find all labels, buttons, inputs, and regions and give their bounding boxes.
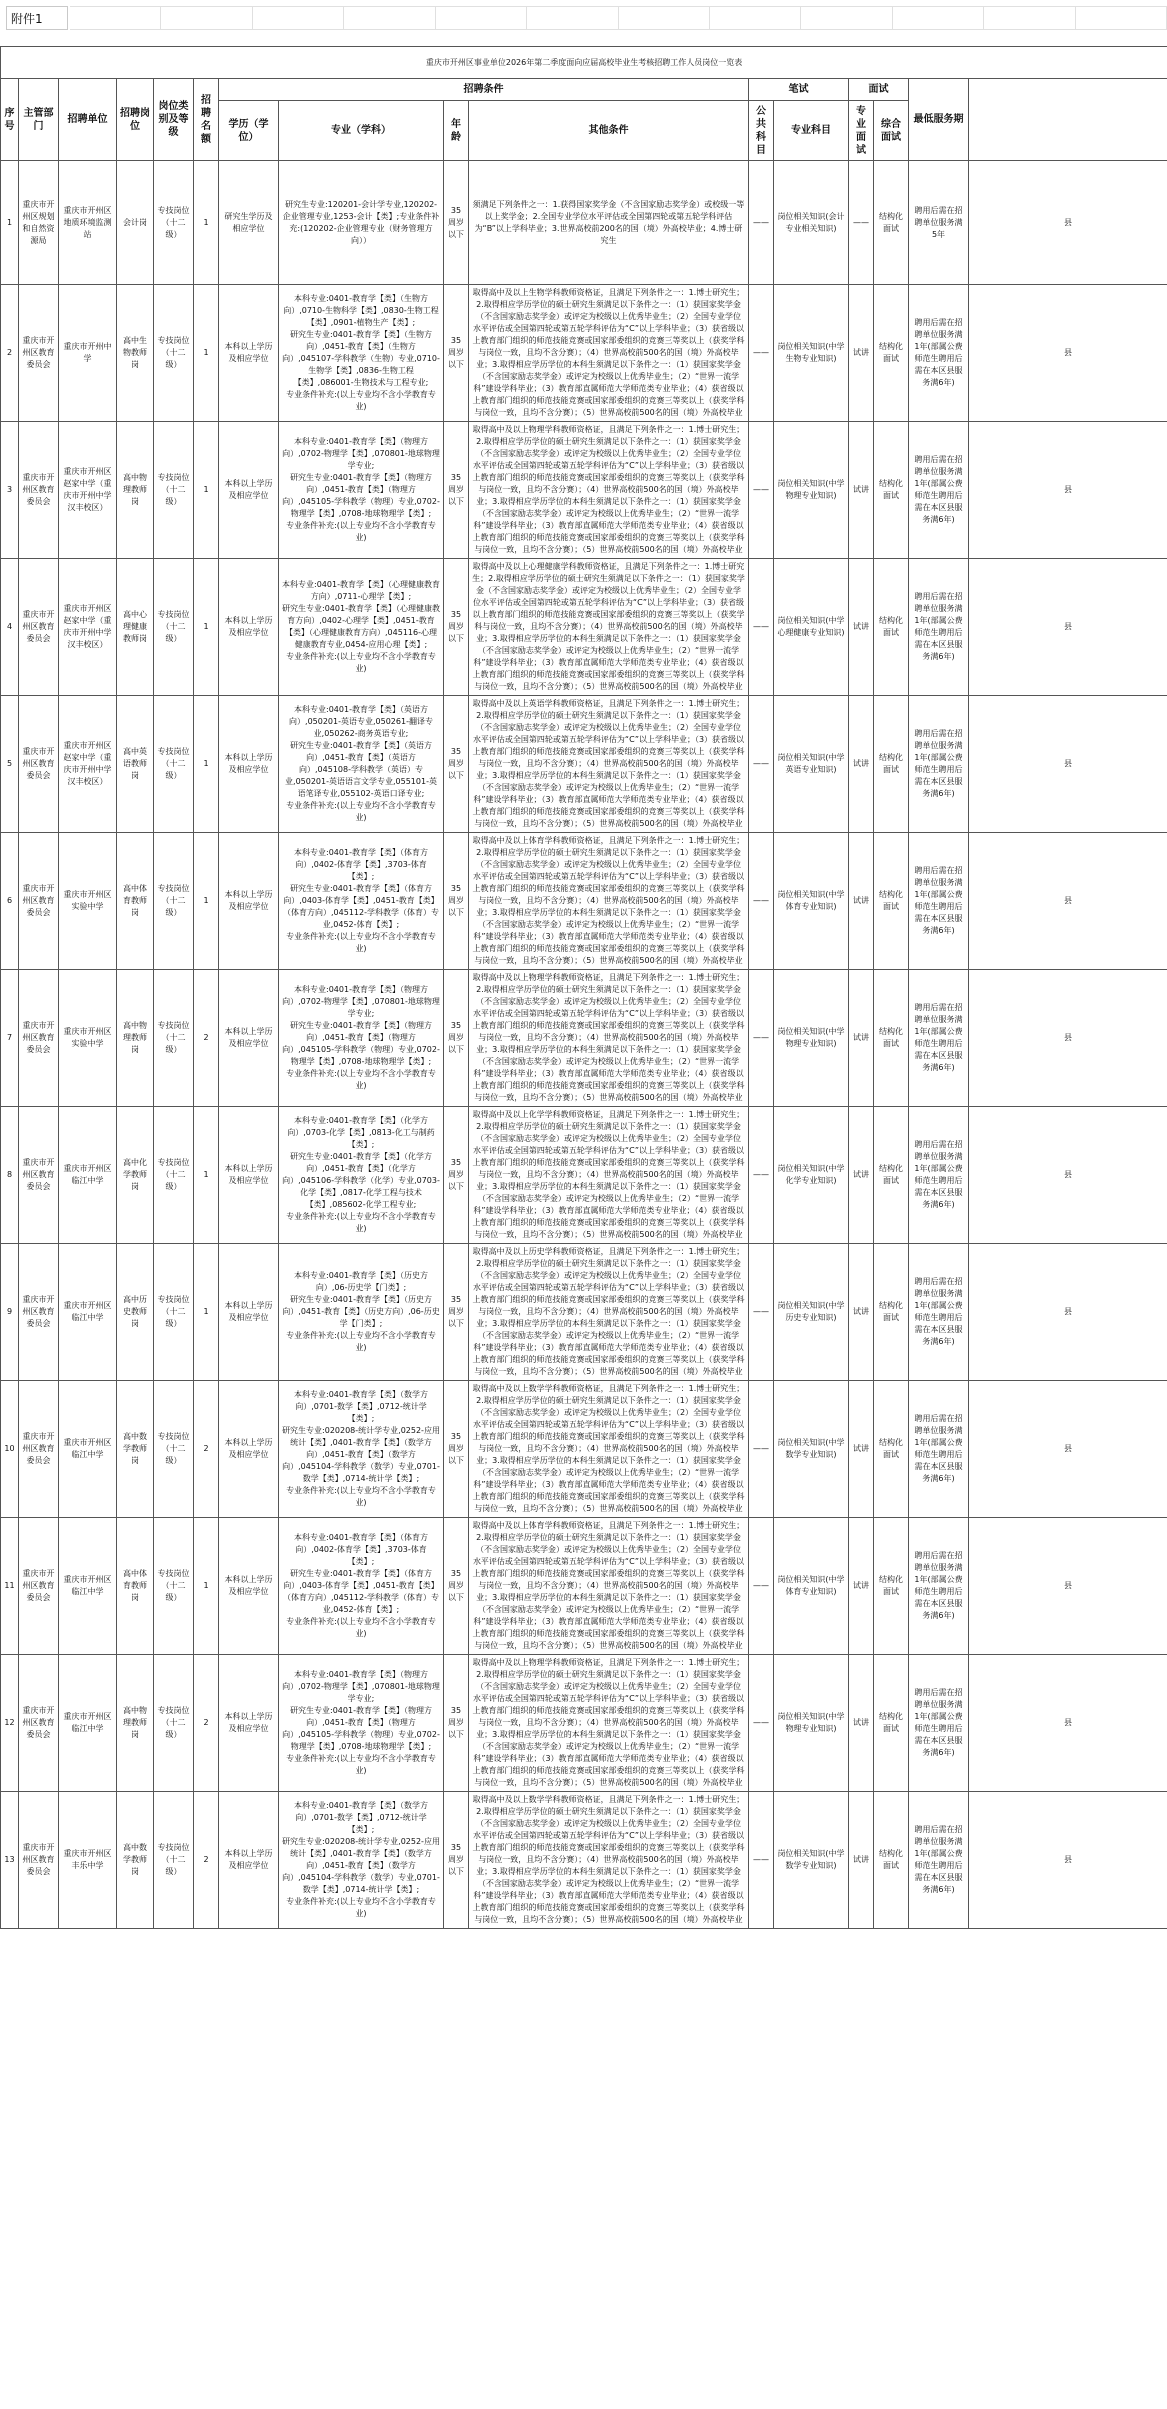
header-professional-subject: 专业科目 (774, 101, 849, 161)
header-unit: 招聘单位 (59, 79, 117, 161)
cell-age: 35周岁以下 (444, 559, 469, 696)
cell-comprehensive-interview: 结构化面试 (874, 285, 909, 422)
cell-public-subject: —— (749, 696, 774, 833)
cell-unit: 重庆市开州区实验中学 (59, 970, 117, 1107)
cell-degree: 本科以上学历及相应学位 (219, 970, 279, 1107)
cell-comprehensive-interview: 结构化面试 (874, 161, 909, 285)
cell-trailing: 县 (969, 1518, 1167, 1655)
cell-post: 高中物理教师岗 (117, 1655, 154, 1792)
table-row (1, 285, 1167, 422)
recruitment-table (0, 46, 1167, 1929)
cell-trailing: 县 (969, 1244, 1167, 1381)
cell-seq: 12 (1, 1655, 19, 1792)
cell-seq: 1 (1, 161, 19, 285)
cell-dept: 重庆市开州区教育委员会 (19, 1107, 59, 1244)
cell-dept: 重庆市开州区规划和自然资源局 (19, 161, 59, 285)
table-title: 重庆市开州区事业单位2026年第二季度面向应届高校毕业生考核招聘工作人员岗位一览表 (1, 47, 1167, 79)
cell-seq: 3 (1, 422, 19, 559)
cell-public-subject: —— (749, 1518, 774, 1655)
cell-quota: 1 (194, 559, 219, 696)
cell-seq: 2 (1, 285, 19, 422)
cell-degree: 本科以上学历及相应学位 (219, 696, 279, 833)
cell-comprehensive-interview: 结构化面试 (874, 696, 909, 833)
header-major: 专业（学科） (279, 101, 444, 161)
cell-seq: 9 (1, 1244, 19, 1381)
empty-top-cells (70, 6, 1167, 30)
cell-major: 本科专业:0401-教育学【类】（数学方向）,0701-数学【类】,0712-统计学【类】; 研究生专业:020208-统计学专业,0252-应用统计【类】,0401-教育学【类】（数学方向）,0451-教育【类】（数学方向）,045104-学科教学（数学）专业,0701-数学【类】,0714-统计学【类】; 专业条件补充:(以上专业均不含小学教育专业) (279, 1792, 444, 1929)
cell-post: 高中心理健康教师岗 (117, 559, 154, 696)
cell-other-conditions: 取得高中及以上物理学科教师资格证，且满足下列条件之一：1.博士研究生；2.取得相应学历学位的硕士研究生须满足以下条件之一：（1）获国家奖学金（不含国家励志奖学金）或评定为校级以上优秀毕业生；（2）全国专业学位水平评估或全国第四轮或第五轮学科评估为“C”以上学科毕业；（3）获省级以上教育部门组织的师范技能竞赛或国家部委组织的竞赛三等奖以上（获奖学科与岗位一致，且均不含分赛）；（4）世界高校前500名的国（境）外高校毕业；3.取得相应学历学位的本科生须满足以下条件之一：（1）获国家奖学金（不含国家励志奖学金）或评定为校级以上优秀毕业生；（2）“世界一流学科”建设学科毕业；（3）教育部直属师范大学师范类专业毕业；（4）获省级以上教育部门组织的师范技能竞赛或国家部委组织的竞赛三等奖以上（获奖学科与岗位一致，且均不含分赛）；（5）世界高校前500名的国（境）外高校毕业 (469, 970, 749, 1107)
cell-category: 专技岗位（十二级） (154, 559, 194, 696)
cell-professional-interview: 试讲 (849, 1518, 874, 1655)
table-row (1, 1381, 1167, 1518)
cell-min-service: 聘用后需在招聘单位服务满1年(部属公费师范生聘用后需在本区县服务满6年) (909, 1518, 969, 1655)
cell-other-conditions: 取得高中及以上英语学科教师资格证，且满足下列条件之一：1.博士研究生；2.取得相应学历学位的硕士研究生须满足以下条件之一：（1）获国家奖学金（不含国家励志奖学金）或评定为校级以上优秀毕业生；（2）全国专业学位水平评估或全国第四轮或第五轮学科评估为“C”以上学科毕业；（3）获省级以上教育部门组织的师范技能竞赛或国家部委组织的竞赛三等奖以上（获奖学科与岗位一致，且均不含分赛）；（4）世界高校前500名的国（境）外高校毕业；3.取得相应学历学位的本科生须满足以下条件之一：（1）获国家奖学金（不含国家励志奖学金）或评定为校级以上优秀毕业生；（2）“世界一流学科”建设学科毕业；（3）教育部直属师范大学师范类专业毕业；（4）获省级以上教育部门组织的师范技能竞赛或国家部委组织的竞赛三等奖以上（获奖学科与岗位一致，且均不含分赛）；（5）世界高校前500名的国（境）外高校毕业 (469, 696, 749, 833)
cell-professional-subject: 岗位相关知识(中学化学专业知识) (774, 1107, 849, 1244)
cell-age: 35周岁以下 (444, 161, 469, 285)
cell-age: 35周岁以下 (444, 833, 469, 970)
header-professional-interview: 专业面试 (849, 101, 874, 161)
cell-trailing: 县 (969, 833, 1167, 970)
cell-seq: 10 (1, 1381, 19, 1518)
cell-dept: 重庆市开州区教育委员会 (19, 1244, 59, 1381)
cell-category: 专技岗位（十二级） (154, 1107, 194, 1244)
cell-degree: 本科以上学历及相应学位 (219, 285, 279, 422)
table-row (1, 1107, 1167, 1244)
cell-dept: 重庆市开州区教育委员会 (19, 559, 59, 696)
cell-unit: 重庆市开州区地质环境监测站 (59, 161, 117, 285)
header-min-service: 最低服务期 (909, 79, 969, 161)
cell-age: 35周岁以下 (444, 1107, 469, 1244)
cell-dept: 重庆市开州区教育委员会 (19, 696, 59, 833)
cell-age: 35周岁以下 (444, 970, 469, 1107)
cell-trailing: 县 (969, 161, 1167, 285)
cell-seq: 8 (1, 1107, 19, 1244)
cell-comprehensive-interview: 结构化面试 (874, 833, 909, 970)
header-trailing (969, 79, 1167, 161)
header-post: 招聘岗位 (117, 79, 154, 161)
cell-other-conditions: 取得高中及以上体育学科教师资格证，且满足下列条件之一：1.博士研究生；2.取得相应学历学位的硕士研究生须满足以下条件之一：（1）获国家奖学金（不含国家励志奖学金）或评定为校级以上优秀毕业生；（2）全国专业学位水平评估或全国第四轮或第五轮学科评估为“C”以上学科毕业；（3）获省级以上教育部门组织的师范技能竞赛或国家部委组织的竞赛三等奖以上（获奖学科与岗位一致，且均不含分赛）；（4）世界高校前500名的国（境）外高校毕业；3.取得相应学历学位的本科生须满足以下条件之一：（1）获国家奖学金（不含国家励志奖学金）或评定为校级以上优秀毕业生；（2）“世界一流学科”建设学科毕业；（3）教育部直属师范大学师范类专业毕业；（4）获省级以上教育部门组织的师范技能竞赛或国家部委组织的竞赛三等奖以上（获奖学科与岗位一致，且均不含分赛）；（5）世界高校前500名的国（境）外高校毕业 (469, 1518, 749, 1655)
cell-dept: 重庆市开州区教育委员会 (19, 285, 59, 422)
cell-unit: 重庆市开州区赵家中学（重庆市开州中学汉丰校区） (59, 422, 117, 559)
cell-category: 专技岗位（十二级） (154, 285, 194, 422)
cell-comprehensive-interview: 结构化面试 (874, 1244, 909, 1381)
cell-category: 专技岗位（十二级） (154, 161, 194, 285)
table-row (1, 696, 1167, 833)
cell-dept: 重庆市开州区教育委员会 (19, 422, 59, 559)
cell-min-service: 聘用后需在招聘单位服务满1年(部属公费师范生聘用后需在本区县服务满6年) (909, 1792, 969, 1929)
cell-unit: 重庆市开州区临江中学 (59, 1244, 117, 1381)
cell-dept: 重庆市开州区教育委员会 (19, 833, 59, 970)
cell-public-subject: —— (749, 833, 774, 970)
cell-professional-interview: 试讲 (849, 1107, 874, 1244)
cell-trailing: 县 (969, 422, 1167, 559)
attachment-label: 附件1 (6, 6, 68, 30)
cell-public-subject: —— (749, 161, 774, 285)
cell-min-service: 聘用后需在招聘单位服务满1年(部属公费师范生聘用后需在本区县服务满6年) (909, 1244, 969, 1381)
cell-other-conditions: 取得高中及以上心理健康学科教师资格证，且满足下列条件之一：1.博士研究生；2.取得相应学历学位的硕士研究生须满足以下条件之一：（1）获国家奖学金（不含国家励志奖学金）或评定为校级以上优秀毕业生；（2）全国专业学位水平评估或全国第四轮或第五轮学科评估为“C”以上学科毕业；（3）获省级以上教育部门组织的师范技能竞赛或国家部委组织的竞赛三等奖以上（获奖学科与岗位一致，且均不含分赛）；（4）世界高校前500名的国（境）外高校毕业；3.取得相应学历学位的本科生须满足以下条件之一：（1）获国家奖学金（不含国家励志奖学金）或评定为校级以上优秀毕业生；（2）“世界一流学科”建设学科毕业；（3）教育部直属师范大学师范类专业毕业；（4）获省级以上教育部门组织的师范技能竞赛或国家部委组织的竞赛三等奖以上（获奖学科与岗位一致，且均不含分赛）；（5）世界高校前500名的国（境）外高校毕业 (469, 559, 749, 696)
cell-professional-subject: 岗位相关知识(中学物理专业知识) (774, 422, 849, 559)
cell-quota: 1 (194, 161, 219, 285)
table-body (1, 161, 1167, 1929)
cell-quota: 1 (194, 1518, 219, 1655)
cell-professional-interview: 试讲 (849, 1244, 874, 1381)
cell-professional-interview: 试讲 (849, 285, 874, 422)
cell-other-conditions: 取得高中及以上化学学科教师资格证，且满足下列条件之一：1.博士研究生；2.取得相应学历学位的硕士研究生须满足以下条件之一：（1）获国家奖学金（不含国家励志奖学金）或评定为校级以上优秀毕业生；（2）全国专业学位水平评估或全国第四轮或第五轮学科评估为“C”以上学科毕业；（3）获省级以上教育部门组织的师范技能竞赛或国家部委组织的竞赛三等奖以上（获奖学科与岗位一致，且均不含分赛）；（4）世界高校前500名的国（境）外高校毕业；3.取得相应学历学位的本科生须满足以下条件之一：（1）获国家奖学金（不含国家励志奖学金）或评定为校级以上优秀毕业生；（2）“世界一流学科”建设学科毕业；（3）教育部直属师范大学师范类专业毕业；（4）获省级以上教育部门组织的师范技能竞赛或国家部委组织的竞赛三等奖以上（获奖学科与岗位一致，且均不含分赛）；（5）世界高校前500名的国（境）外高校毕业 (469, 1107, 749, 1244)
table-row (1, 1655, 1167, 1792)
cell-age: 35周岁以下 (444, 696, 469, 833)
cell-public-subject: —— (749, 1381, 774, 1518)
cell-seq: 13 (1, 1792, 19, 1929)
cell-min-service: 聘用后需在招聘单位服务满1年(部属公费师范生聘用后需在本区县服务满6年) (909, 1655, 969, 1792)
cell-min-service: 聘用后需在招聘单位服务满1年(部属公费师范生聘用后需在本区县服务满6年) (909, 696, 969, 833)
cell-unit: 重庆市开州区实验中学 (59, 833, 117, 970)
cell-other-conditions: 须满足下列条件之一：1.获得国家奖学金（不含国家励志奖学金）或校级一等以上奖学金；2.全国专业学位水平评估或全国第四轮或第五轮学科评估为“B”以上学科毕业；3.世界高校前200名的国（境）外高校毕业；4.博士研究生 (469, 161, 749, 285)
cell-comprehensive-interview: 结构化面试 (874, 1792, 909, 1929)
cell-category: 专技岗位（十二级） (154, 970, 194, 1107)
header-dept: 主管部门 (19, 79, 59, 161)
cell-trailing: 县 (969, 696, 1167, 833)
cell-unit: 重庆市开州区临江中学 (59, 1655, 117, 1792)
cell-professional-interview: 试讲 (849, 559, 874, 696)
header-degree: 学历（学位） (219, 101, 279, 161)
cell-major: 本科专业:0401-教育学【类】（心理健康教育方向）,0711-心理学【类】; 研究生专业:0401-教育学【类】（心理健康教育方向）,0402-心理学【类】,0451-教育【类】（心理健康教育方向）,045116-心理健康教育专业,0454-应用心理【类】; 专业条件补充:(以上专业均不含小学教育专业) (279, 559, 444, 696)
cell-degree: 本科以上学历及相应学位 (219, 1792, 279, 1929)
cell-professional-subject: 岗位相关知识(中学物理专业知识) (774, 1655, 849, 1792)
cell-min-service: 聘用后需在招聘单位服务满5年 (909, 161, 969, 285)
cell-degree: 本科以上学历及相应学位 (219, 1518, 279, 1655)
cell-trailing: 县 (969, 285, 1167, 422)
cell-post: 高中数学教师岗 (117, 1792, 154, 1929)
header-comprehensive-interview: 综合面试 (874, 101, 909, 161)
cell-professional-interview: 试讲 (849, 1381, 874, 1518)
table-row (1, 422, 1167, 559)
header-conditions-group: 招聘条件 (219, 79, 749, 101)
cell-professional-subject: 岗位相关知识(中学数学专业知识) (774, 1381, 849, 1518)
cell-post: 会计岗 (117, 161, 154, 285)
cell-age: 35周岁以下 (444, 1655, 469, 1792)
cell-trailing: 县 (969, 1792, 1167, 1929)
cell-post: 高中生物教师岗 (117, 285, 154, 422)
cell-other-conditions: 取得高中及以上数学学科教师资格证，且满足下列条件之一：1.博士研究生；2.取得相应学历学位的硕士研究生须满足以下条件之一：（1）获国家奖学金（不含国家励志奖学金）或评定为校级以上优秀毕业生；（2）全国专业学位水平评估或全国第四轮或第五轮学科评估为“C”以上学科毕业；（3）获省级以上教育部门组织的师范技能竞赛或国家部委组织的竞赛三等奖以上（获奖学科与岗位一致，且均不含分赛）；（4）世界高校前500名的国（境）外高校毕业；3.取得相应学历学位的本科生须满足以下条件之一：（1）获国家奖学金（不含国家励志奖学金）或评定为校级以上优秀毕业生；（2）“世界一流学科”建设学科毕业；（3）教育部直属师范大学师范类专业毕业；（4）获省级以上教育部门组织的师范技能竞赛或国家部委组织的竞赛三等奖以上（获奖学科与岗位一致，且均不含分赛）；（5）世界高校前500名的国（境）外高校毕业 (469, 1381, 749, 1518)
cell-public-subject: —— (749, 422, 774, 559)
cell-min-service: 聘用后需在招聘单位服务满1年(部属公费师范生聘用后需在本区县服务满6年) (909, 970, 969, 1107)
cell-major: 本科专业:0401-教育学【类】（历史方向）,06-历史学【门类】; 研究生专业:0401-教育学【类】（历史方向）,0451-教育【类】（历史方向）,06-历史学【门类】; 专业条件补充:(以上专业均不含小学教育专业) (279, 1244, 444, 1381)
cell-quota: 1 (194, 422, 219, 559)
cell-public-subject: —— (749, 559, 774, 696)
cell-category: 专技岗位（十二级） (154, 422, 194, 559)
cell-dept: 重庆市开州区教育委员会 (19, 1655, 59, 1792)
cell-min-service: 聘用后需在招聘单位服务满1年(部属公费师范生聘用后需在本区县服务满6年) (909, 422, 969, 559)
cell-degree: 本科以上学历及相应学位 (219, 1107, 279, 1244)
header-seq: 序号 (1, 79, 19, 161)
cell-quota: 1 (194, 1244, 219, 1381)
cell-public-subject: —— (749, 1107, 774, 1244)
header-other: 其他条件 (469, 101, 749, 161)
cell-other-conditions: 取得高中及以上物理学科教师资格证，且满足下列条件之一：1.博士研究生；2.取得相应学历学位的硕士研究生须满足以下条件之一：（1）获国家奖学金（不含国家励志奖学金）或评定为校级以上优秀毕业生；（2）全国专业学位水平评估或全国第四轮或第五轮学科评估为“C”以上学科毕业；（3）获省级以上教育部门组织的师范技能竞赛或国家部委组织的竞赛三等奖以上（获奖学科与岗位一致，且均不含分赛）；（4）世界高校前500名的国（境）外高校毕业；3.取得相应学历学位的本科生须满足以下条件之一：（1）获国家奖学金（不含国家励志奖学金）或评定为校级以上优秀毕业生；（2）“世界一流学科”建设学科毕业；（3）教育部直属师范大学师范类专业毕业；（4）获省级以上教育部门组织的师范技能竞赛或国家部委组织的竞赛三等奖以上（获奖学科与岗位一致，且均不含分赛）；（5）世界高校前500名的国（境）外高校毕业 (469, 422, 749, 559)
cell-public-subject: —— (749, 970, 774, 1107)
cell-comprehensive-interview: 结构化面试 (874, 559, 909, 696)
cell-major: 本科专业:0401-教育学【类】（物理方向）,0702-物理学【类】,070801-地球物理学专业; 研究生专业:0401-教育学【类】（物理方向）,0451-教育【类】（物理方向）,045105-学科教学（物理）专业,0702-物理学【类】,0708-地球物理学【类】; 专业条件补充:(以上专业均不含小学教育专业) (279, 1655, 444, 1792)
cell-post: 高中历史教师岗 (117, 1244, 154, 1381)
cell-quota: 1 (194, 833, 219, 970)
cell-quota: 1 (194, 1107, 219, 1244)
cell-quota: 2 (194, 1792, 219, 1929)
cell-min-service: 聘用后需在招聘单位服务满1年(部属公费师范生聘用后需在本区县服务满6年) (909, 833, 969, 970)
cell-category: 专技岗位（十二级） (154, 1518, 194, 1655)
cell-quota: 2 (194, 970, 219, 1107)
cell-age: 35周岁以下 (444, 1792, 469, 1929)
cell-category: 专技岗位（十二级） (154, 1381, 194, 1518)
cell-post: 高中化学教师岗 (117, 1107, 154, 1244)
table-row (1, 1244, 1167, 1381)
cell-professional-subject: 岗位相关知识(中学数学专业知识) (774, 1792, 849, 1929)
cell-seq: 5 (1, 696, 19, 833)
cell-dept: 重庆市开州区教育委员会 (19, 970, 59, 1107)
table-row (1, 970, 1167, 1107)
cell-age: 35周岁以下 (444, 422, 469, 559)
cell-professional-interview: 试讲 (849, 970, 874, 1107)
cell-age: 35周岁以下 (444, 1381, 469, 1518)
cell-major: 本科专业:0401-教育学【类】（生物方向）,0710-生物科学【类】,0830-生物工程【类】,0901-植物生产【类】; 研究生专业:0401-教育学【类】（生物方向）,0451-教育【类】（生物方向）,045107-学科教学（生物）专业,0710-生物学【类】,0836-生物工程【类】,086001-生物技术与工程专业; 专业条件补充:(以上专业均不含小学教育专业) (279, 285, 444, 422)
cell-major: 本科专业:0401-教育学【类】（化学方向）,0703-化学【类】,0813-化工与制药【类】; 研究生专业:0401-教育学【类】（化学方向）,0451-教育【类】（化学方向）,045106-学科教学（化学）专业,0703-化学【类】,0817-化学工程与技术【类】,085602-化学工程专业; 专业条件补充:(以上专业均不含小学教育专业) (279, 1107, 444, 1244)
cell-degree: 本科以上学历及相应学位 (219, 833, 279, 970)
cell-trailing: 县 (969, 559, 1167, 696)
cell-min-service: 聘用后需在招聘单位服务满1年(部属公费师范生聘用后需在本区县服务满6年) (909, 285, 969, 422)
cell-quota: 1 (194, 696, 219, 833)
cell-min-service: 聘用后需在招聘单位服务满1年(部属公费师范生聘用后需在本区县服务满6年) (909, 559, 969, 696)
cell-degree: 本科以上学历及相应学位 (219, 422, 279, 559)
cell-seq: 6 (1, 833, 19, 970)
cell-dept: 重庆市开州区教育委员会 (19, 1792, 59, 1929)
cell-trailing: 县 (969, 1107, 1167, 1244)
sheet-top-strip (0, 0, 1167, 47)
cell-professional-subject: 岗位相关知识(中学历史专业知识) (774, 1244, 849, 1381)
cell-unit: 重庆市开州区临江中学 (59, 1518, 117, 1655)
cell-major: 本科专业:0401-教育学【类】（体育方向）,0402-体育学【类】,3703-体育【类】; 研究生专业:0401-教育学【类】（体育方向）,0403-体育学【类】,0451-教育【类】（体育方向）,045112-学科教学（体育）专业,0452-体育【类】; 专业条件补充:(以上专业均不含小学教育专业) (279, 833, 444, 970)
cell-major: 本科专业:0401-教育学【类】（物理方向）,0702-物理学【类】,070801-地球物理学专业; 研究生专业:0401-教育学【类】（物理方向）,0451-教育【类】（物理方向）,045105-学科教学（物理）专业,0702-物理学【类】,0708-地球物理学【类】; 专业条件补充:(以上专业均不含小学教育专业) (279, 422, 444, 559)
cell-trailing: 县 (969, 1381, 1167, 1518)
cell-unit: 重庆市开州中学 (59, 285, 117, 422)
cell-quota: 2 (194, 1655, 219, 1792)
cell-category: 专技岗位（十二级） (154, 696, 194, 833)
cell-min-service: 聘用后需在招聘单位服务满1年(部属公费师范生聘用后需在本区县服务满6年) (909, 1107, 969, 1244)
cell-unit: 重庆市开州区临江中学 (59, 1381, 117, 1518)
cell-degree: 本科以上学历及相应学位 (219, 559, 279, 696)
cell-other-conditions: 取得高中及以上物理学科教师资格证，且满足下列条件之一：1.博士研究生；2.取得相应学历学位的硕士研究生须满足以下条件之一：（1）获国家奖学金（不含国家励志奖学金）或评定为校级以上优秀毕业生；（2）全国专业学位水平评估或全国第四轮或第五轮学科评估为“C”以上学科毕业；（3）获省级以上教育部门组织的师范技能竞赛或国家部委组织的竞赛三等奖以上（获奖学科与岗位一致，且均不含分赛）；（4）世界高校前500名的国（境）外高校毕业；3.取得相应学历学位的本科生须满足以下条件之一：（1）获国家奖学金（不含国家励志奖学金）或评定为校级以上优秀毕业生；（2）“世界一流学科”建设学科毕业；（3）教育部直属师范大学师范类专业毕业；（4）获省级以上教育部门组织的师范技能竞赛或国家部委组织的竞赛三等奖以上（获奖学科与岗位一致，且均不含分赛）；（5）世界高校前500名的国（境）外高校毕业 (469, 1655, 749, 1792)
cell-unit: 重庆市开州区丰乐中学 (59, 1792, 117, 1929)
cell-major: 本科专业:0401-教育学【类】（体育方向）,0402-体育学【类】,3703-体育【类】; 研究生专业:0401-教育学【类】（体育方向）,0403-体育学【类】,0451-教育【类】（体育方向）,045112-学科教学（体育）专业,0452-体育【类】; 专业条件补充:(以上专业均不含小学教育专业) (279, 1518, 444, 1655)
cell-public-subject: —— (749, 285, 774, 422)
cell-other-conditions: 取得高中及以上历史学科教师资格证，且满足下列条件之一：1.博士研究生；2.取得相应学历学位的硕士研究生须满足以下条件之一：（1）获国家奖学金（不含国家励志奖学金）或评定为校级以上优秀毕业生；（2）全国专业学位水平评估或全国第四轮或第五轮学科评估为“C”以上学科毕业；（3）获省级以上教育部门组织的师范技能竞赛或国家部委组织的竞赛三等奖以上（获奖学科与岗位一致，且均不含分赛）；（4）世界高校前500名的国（境）外高校毕业；3.取得相应学历学位的本科生须满足以下条件之一：（1）获国家奖学金（不含国家励志奖学金）或评定为校级以上优秀毕业生；（2）“世界一流学科”建设学科毕业；（3）教育部直属师范大学师范类专业毕业；（4）获省级以上教育部门组织的师范技能竞赛或国家部委组织的竞赛三等奖以上（获奖学科与岗位一致，且均不含分赛）；（5）世界高校前500名的国（境）外高校毕业 (469, 1244, 749, 1381)
cell-professional-subject: 岗位相关知识(中学体育专业知识) (774, 1518, 849, 1655)
cell-unit: 重庆市开州区赵家中学（重庆市开州中学汉丰校区） (59, 559, 117, 696)
cell-degree: 研究生学历及相应学位 (219, 161, 279, 285)
cell-category: 专技岗位（十二级） (154, 1792, 194, 1929)
header-public-subject: 公共科目 (749, 101, 774, 161)
cell-post: 高中体育教师岗 (117, 1518, 154, 1655)
cell-major: 本科专业:0401-教育学【类】（物理方向）,0702-物理学【类】,070801-地球物理学专业; 研究生专业:0401-教育学【类】（物理方向）,0451-教育【类】（物理方向）,045105-学科教学（物理）专业,0702-物理学【类】,0708-地球物理学【类】; 专业条件补充:(以上专业均不含小学教育专业) (279, 970, 444, 1107)
cell-public-subject: —— (749, 1655, 774, 1792)
table-row (1, 1518, 1167, 1655)
cell-professional-interview: 试讲 (849, 1792, 874, 1929)
cell-category: 专技岗位（十二级） (154, 1655, 194, 1792)
cell-professional-subject: 岗位相关知识(中学英语专业知识) (774, 696, 849, 833)
header-interview-group: 面试 (849, 79, 909, 101)
cell-post: 高中物理教师岗 (117, 970, 154, 1107)
cell-seq: 4 (1, 559, 19, 696)
cell-quota: 2 (194, 1381, 219, 1518)
cell-professional-subject: 岗位相关知识(会计专业相关知识) (774, 161, 849, 285)
cell-degree: 本科以上学历及相应学位 (219, 1655, 279, 1792)
cell-post: 高中物理教师岗 (117, 422, 154, 559)
cell-seq: 11 (1, 1518, 19, 1655)
cell-other-conditions: 取得高中及以上生物学科教师资格证，且满足下列条件之一：1.博士研究生；2.取得相应学历学位的硕士研究生须满足以下条件之一：（1）获国家奖学金（不含国家励志奖学金）或评定为校级以上优秀毕业生；（2）全国专业学位水平评估或全国第四轮或第五轮学科评估为“C”以上学科毕业；（3）获省级以上教育部门组织的师范技能竞赛或国家部委组织的竞赛三等奖以上（获奖学科与岗位一致，且均不含分赛）；（4）世界高校前500名的国（境）外高校毕业；3.取得相应学历学位的本科生须满足以下条件之一：（1）获国家奖学金（不含国家励志奖学金）或评定为校级以上优秀毕业生；（2）“世界一流学科”建设学科毕业；（3）教育部直属师范大学师范类专业毕业；（4）获省级以上教育部门组织的师范技能竞赛或国家部委组织的竞赛三等奖以上（获奖学科与岗位一致，且均不含分赛）；（5）世界高校前500名的国（境）外高校毕业 (469, 285, 749, 422)
cell-professional-subject: 岗位相关知识(中学物理专业知识) (774, 970, 849, 1107)
cell-professional-interview: —— (849, 161, 874, 285)
cell-professional-subject: 岗位相关知识(中学生物专业知识) (774, 285, 849, 422)
cell-comprehensive-interview: 结构化面试 (874, 1518, 909, 1655)
cell-unit: 重庆市开州区赵家中学（重庆市开州中学汉丰校区） (59, 696, 117, 833)
cell-comprehensive-interview: 结构化面试 (874, 422, 909, 559)
cell-age: 35周岁以下 (444, 285, 469, 422)
cell-degree: 本科以上学历及相应学位 (219, 1244, 279, 1381)
cell-post: 高中体育教师岗 (117, 833, 154, 970)
cell-age: 35周岁以下 (444, 1244, 469, 1381)
cell-major: 本科专业:0401-教育学【类】（数学方向）,0701-数学【类】,0712-统计学【类】; 研究生专业:020208-统计学专业,0252-应用统计【类】,0401-教育学【类】（数学方向）,0451-教育【类】（数学方向）,045104-学科教学（数学）专业,0701-数学【类】,0714-统计学【类】; 专业条件补充:(以上专业均不含小学教育专业) (279, 1381, 444, 1518)
header-category: 岗位类别及等级 (154, 79, 194, 161)
cell-other-conditions: 取得高中及以上体育学科教师资格证，且满足下列条件之一：1.博士研究生；2.取得相应学历学位的硕士研究生须满足以下条件之一：（1）获国家奖学金（不含国家励志奖学金）或评定为校级以上优秀毕业生；（2）全国专业学位水平评估或全国第四轮或第五轮学科评估为“C”以上学科毕业；（3）获省级以上教育部门组织的师范技能竞赛或国家部委组织的竞赛三等奖以上（获奖学科与岗位一致，且均不含分赛）；（4）世界高校前500名的国（境）外高校毕业；3.取得相应学历学位的本科生须满足以下条件之一：（1）获国家奖学金（不含国家励志奖学金）或评定为校级以上优秀毕业生；（2）“世界一流学科”建设学科毕业；（3）教育部直属师范大学师范类专业毕业；（4）获省级以上教育部门组织的师范技能竞赛或国家部委组织的竞赛三等奖以上（获奖学科与岗位一致，且均不含分赛）；（5）世界高校前500名的国（境）外高校毕业 (469, 833, 749, 970)
cell-seq: 7 (1, 970, 19, 1107)
header-quota: 招聘名额 (194, 79, 219, 161)
cell-comprehensive-interview: 结构化面试 (874, 1381, 909, 1518)
cell-dept: 重庆市开州区教育委员会 (19, 1381, 59, 1518)
cell-age: 35周岁以下 (444, 1518, 469, 1655)
header-written-group: 笔试 (749, 79, 849, 101)
cell-category: 专技岗位（十二级） (154, 833, 194, 970)
cell-degree: 本科以上学历及相应学位 (219, 1381, 279, 1518)
cell-other-conditions: 取得高中及以上数学学科教师资格证，且满足下列条件之一：1.博士研究生；2.取得相应学历学位的硕士研究生须满足以下条件之一：（1）获国家奖学金（不含国家励志奖学金）或评定为校级以上优秀毕业生；（2）全国专业学位水平评估或全国第四轮或第五轮学科评估为“C”以上学科毕业；（3）获省级以上教育部门组织的师范技能竞赛或国家部委组织的竞赛三等奖以上（获奖学科与岗位一致，且均不含分赛）；（4）世界高校前500名的国（境）外高校毕业；3.取得相应学历学位的本科生须满足以下条件之一：（1）获国家奖学金（不含国家励志奖学金）或评定为校级以上优秀毕业生；（2）“世界一流学科”建设学科毕业；（3）教育部直属师范大学师范类专业毕业；（4）获省级以上教育部门组织的师范技能竞赛或国家部委组织的竞赛三等奖以上（获奖学科与岗位一致，且均不含分赛）；（5）世界高校前500名的国（境）外高校毕业 (469, 1792, 749, 1929)
cell-professional-interview: 试讲 (849, 422, 874, 559)
cell-public-subject: —— (749, 1244, 774, 1381)
table-row (1, 161, 1167, 285)
cell-professional-interview: 试讲 (849, 833, 874, 970)
table-row (1, 1792, 1167, 1929)
cell-quota: 1 (194, 285, 219, 422)
cell-post: 高中英语教师岗 (117, 696, 154, 833)
cell-professional-subject: 岗位相关知识(中学心理健康专业知识) (774, 559, 849, 696)
cell-professional-subject: 岗位相关知识(中学体育专业知识) (774, 833, 849, 970)
cell-trailing: 县 (969, 1655, 1167, 1792)
table-row (1, 559, 1167, 696)
cell-public-subject: —— (749, 1792, 774, 1929)
cell-professional-interview: 试讲 (849, 696, 874, 833)
table-row (1, 833, 1167, 970)
cell-post: 高中数学教师岗 (117, 1381, 154, 1518)
cell-comprehensive-interview: 结构化面试 (874, 970, 909, 1107)
cell-major: 本科专业:0401-教育学【类】（英语方向）,050201-英语专业,050261-翻译专业,050262-商务英语专业; 研究生专业:0401-教育学【类】（英语方向）,0451-教育【类】（英语方向）,045108-学科教学（英语）专业,050201-英语语言文学专业,055101-英语笔译专业,055102-英语口译专业; 专业条件补充:(以上专业均不含小学教育专业) (279, 696, 444, 833)
cell-comprehensive-interview: 结构化面试 (874, 1655, 909, 1792)
cell-trailing: 县 (969, 970, 1167, 1107)
cell-unit: 重庆市开州区临江中学 (59, 1107, 117, 1244)
cell-major: 研究生专业:120201-会计学专业,120202-企业管理专业,1253-会计【类】;专业条件补充:(120202-企业管理专业（财务管理方向）） (279, 161, 444, 285)
cell-min-service: 聘用后需在招聘单位服务满1年(部属公费师范生聘用后需在本区县服务满6年) (909, 1381, 969, 1518)
header-age: 年龄 (444, 101, 469, 161)
cell-category: 专技岗位（十二级） (154, 1244, 194, 1381)
cell-dept: 重庆市开州区教育委员会 (19, 1518, 59, 1655)
cell-professional-interview: 试讲 (849, 1655, 874, 1792)
cell-comprehensive-interview: 结构化面试 (874, 1107, 909, 1244)
